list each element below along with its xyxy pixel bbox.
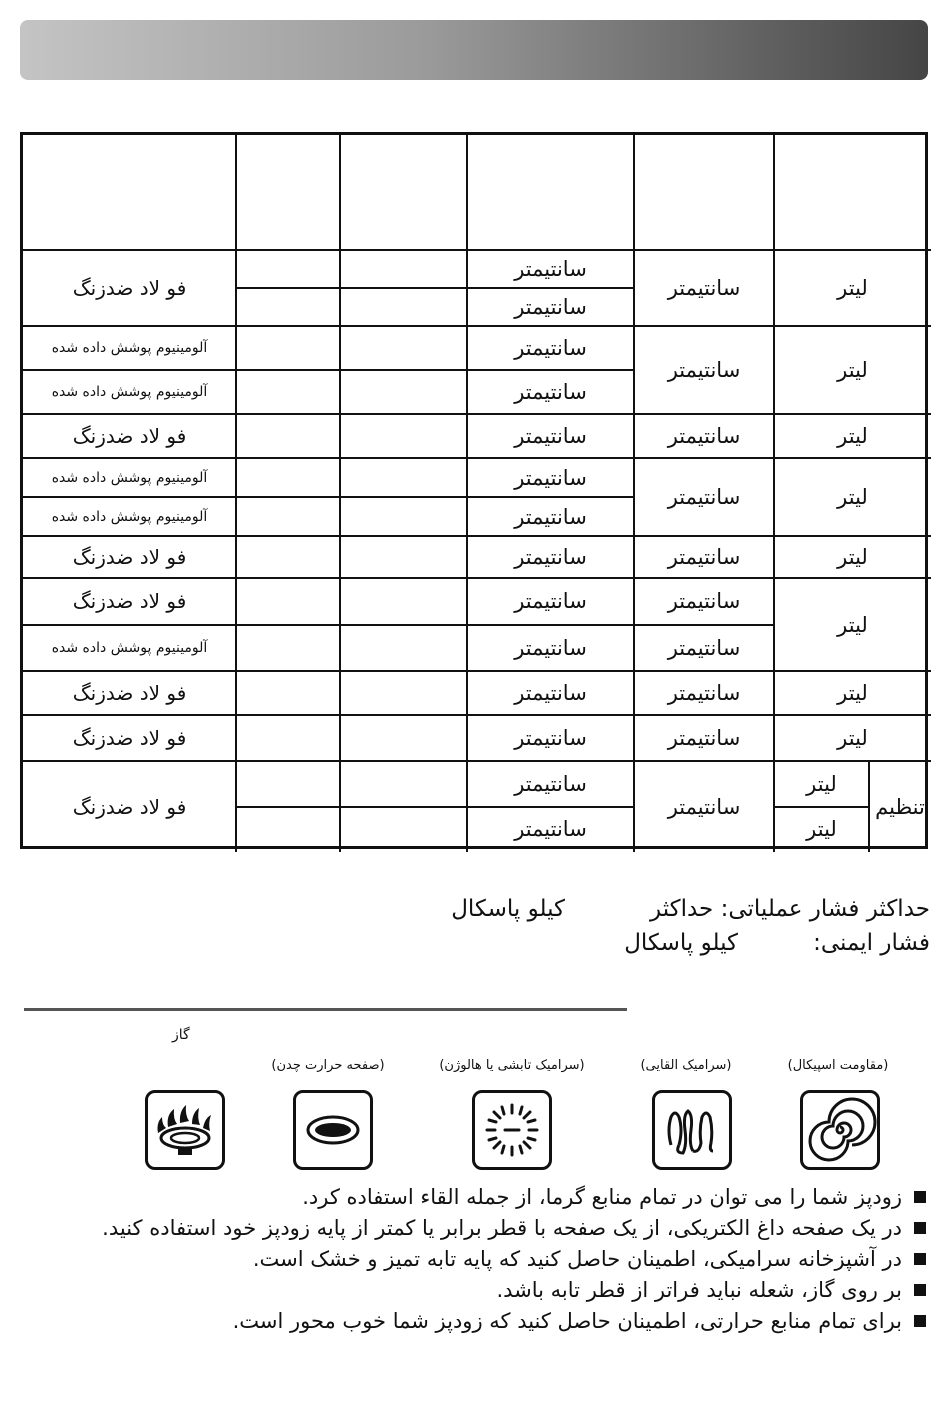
material-cell: آلومینیوم پوشش داده شده bbox=[51, 340, 208, 356]
spiral-resistance-label: (مقاومت اسپیکال) bbox=[787, 1058, 889, 1073]
induction-icon bbox=[652, 1090, 732, 1170]
height-unit: سانتیمتر bbox=[667, 276, 741, 300]
capacity-unit: لیتر bbox=[837, 276, 868, 300]
height-unit: سانتیمتر bbox=[667, 726, 741, 750]
instruction-text: در یک صفحه داغ الکتریکی، از یک صفحه با قطر برابر یا کمتر از پایه زودپز خود استفاده کنید. bbox=[102, 1216, 902, 1240]
bullet-square-icon bbox=[914, 1315, 926, 1327]
instruction-text: در آشپزخانه سرامیکی، اطمینان حاصل کنید که پایه تابه تمیز و خشک است. bbox=[252, 1247, 902, 1271]
diameter-unit: سانتیمتر bbox=[514, 424, 587, 448]
height-unit: سانتیمتر bbox=[667, 485, 741, 509]
diameter-unit: سانتیمتر bbox=[514, 465, 587, 490]
header-bar bbox=[20, 20, 928, 80]
material-cell: آلومینیوم پوشش داده شده bbox=[51, 384, 208, 400]
capacity-unit: لیتر bbox=[837, 726, 868, 750]
height-unit: سانتیمتر bbox=[667, 681, 741, 705]
bullet-square-icon bbox=[914, 1222, 926, 1234]
spec-table bbox=[20, 132, 928, 849]
list-item bbox=[30, 1182, 930, 1213]
cast-iron-plate-icon bbox=[293, 1090, 373, 1170]
list-item bbox=[30, 1306, 930, 1337]
instruction-text: برای تمام منابع حرارتی، اطمینان حاصل کنید که زودپز شما خوب محور است. bbox=[232, 1309, 902, 1333]
diameter-unit: سانتیمتر bbox=[514, 681, 587, 705]
radiant-halogen-icon bbox=[472, 1090, 552, 1170]
instruction-text: زودپز شما را می توان در تمام منابع گرما، از جمله القاء استفاده کرد. bbox=[302, 1185, 902, 1209]
safety-pressure-label: فشار ایمنی: bbox=[813, 930, 930, 956]
capacity-unit: لیتر bbox=[837, 485, 868, 509]
material-cell: آلومینیوم پوشش داده شده bbox=[51, 469, 208, 486]
height-unit: سانتیمتر bbox=[667, 635, 741, 660]
column-rule bbox=[339, 135, 341, 852]
gas-label: گاز bbox=[172, 1027, 190, 1043]
diameter-unit: سانتیمتر bbox=[514, 589, 587, 614]
setting-cell: تنظیم bbox=[875, 794, 925, 819]
diameter-unit: سانتیمتر bbox=[514, 295, 587, 319]
diameter-unit: سانتیمتر bbox=[514, 380, 587, 404]
list-item bbox=[30, 1213, 930, 1244]
diameter-unit: سانتیمتر bbox=[514, 504, 587, 529]
capacity-unit: لیتر bbox=[837, 612, 868, 637]
bullet-square-icon bbox=[914, 1191, 926, 1203]
material-cell: فو لاد ضدزنگ bbox=[72, 681, 187, 705]
material-cell: فو لاد ضدزنگ bbox=[72, 589, 187, 614]
material-cell: فو لاد ضدزنگ bbox=[72, 794, 187, 819]
spiral-resistance-icon bbox=[800, 1090, 880, 1170]
capacity-unit: لیتر bbox=[837, 681, 868, 705]
list-item bbox=[30, 1275, 930, 1306]
instruction-list bbox=[30, 1182, 930, 1337]
capacity-unit: لیتر bbox=[837, 424, 868, 448]
height-unit: سانتیمتر bbox=[667, 589, 741, 614]
diameter-unit: سانتیمتر bbox=[514, 726, 587, 750]
material-cell: آلومینیوم پوشش داده شده bbox=[51, 639, 208, 656]
instruction-text: بر روی گاز، شعله نباید فراتر از قطر تابه باشد. bbox=[496, 1278, 902, 1302]
diameter-unit: سانتیمتر bbox=[514, 336, 587, 360]
max-pressure-label: حداکثر فشار عملیاتی: حداکثر bbox=[650, 896, 930, 922]
height-unit: سانتیمتر bbox=[667, 424, 741, 448]
height-unit: سانتیمتر bbox=[667, 358, 741, 382]
diameter-unit: سانتیمتر bbox=[514, 817, 587, 842]
bullet-square-icon bbox=[914, 1253, 926, 1265]
diameter-unit: سانتیمتر bbox=[514, 771, 587, 796]
capacity-unit: لیتر bbox=[806, 771, 837, 796]
height-unit: سانتیمتر bbox=[667, 794, 741, 819]
radiant-halogen-label: (سرامیک تابشی یا هالوژن) bbox=[439, 1058, 585, 1073]
capacity-unit: لیتر bbox=[837, 545, 868, 569]
material-cell: فو لاد ضدزنگ bbox=[72, 545, 187, 569]
gas-burner-icon bbox=[145, 1090, 225, 1170]
safety-pressure-unit: کیلو پاسکال bbox=[624, 930, 738, 956]
section-divider bbox=[24, 1008, 627, 1011]
diameter-unit: سانتیمتر bbox=[514, 257, 587, 281]
material-cell: فو لاد ضدزنگ bbox=[72, 726, 187, 750]
capacity-unit: لیتر bbox=[837, 358, 868, 382]
induction-label: (سرامیک القایی) bbox=[640, 1058, 732, 1073]
cast-iron-label: (صفحه حرارت چدن) bbox=[271, 1058, 385, 1073]
material-cell: فو لاد ضدزنگ bbox=[72, 276, 187, 300]
material-cell: آلومینیوم پوشش داده شده bbox=[51, 508, 208, 525]
capacity-unit: لیتر bbox=[806, 817, 837, 842]
diameter-unit: سانتیمتر bbox=[514, 545, 587, 569]
max-pressure-unit: کیلو پاسکال bbox=[451, 896, 565, 922]
height-unit: سانتیمتر bbox=[667, 545, 741, 569]
diameter-unit: سانتیمتر bbox=[514, 635, 587, 660]
material-cell: فو لاد ضدزنگ bbox=[72, 424, 187, 448]
bullet-square-icon bbox=[914, 1284, 926, 1296]
list-item bbox=[30, 1244, 930, 1275]
